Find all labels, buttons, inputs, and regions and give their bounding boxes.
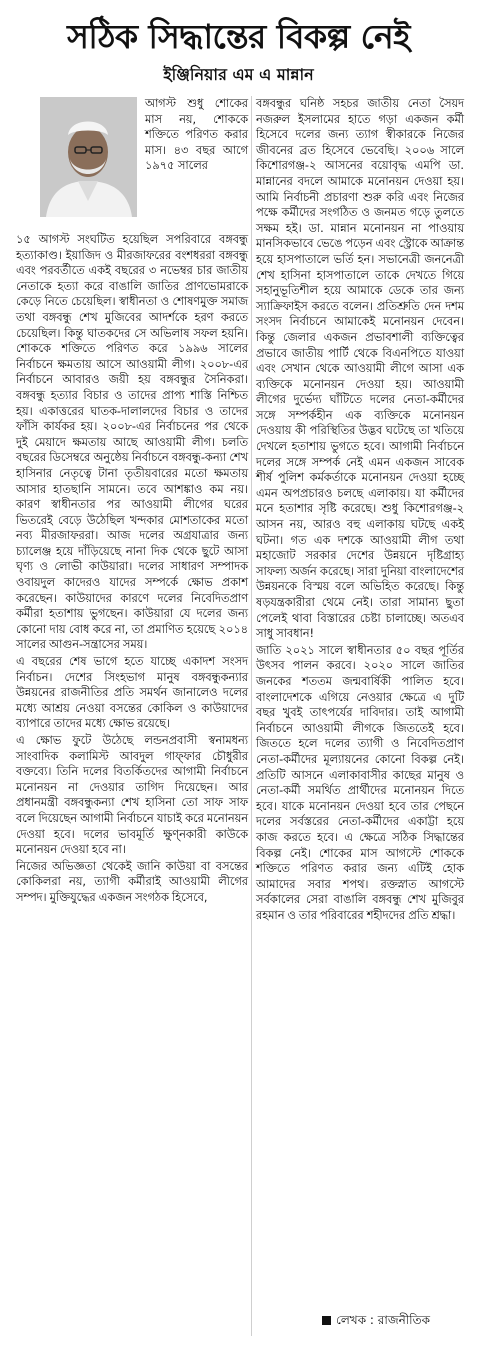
paragraph: নিজের অভিজ্ঞতা থেকেই জানি কাউয়া বা বসন্তের কোকিলরা নয়, ত্যাগী কর্মীরাই আওয়ামী লীগের সম্পদ। মুক্তিযুদ্ধের একজন সংগঠক হিসেবে, — [16, 859, 248, 904]
writer-credit — [322, 1311, 467, 1329]
paragraph: এ বছরের শেষ ভাগে হতে যাচ্ছে একাদশ সংসদ নির্বাচন। দেশের সিংহভাগ মানুষ বঙ্গবন্ধুকন্যার উন্নয়নের রাজনীতির প্রতি সমর্থন জানালেও দলের মধ্যে আশ্রয় নেওয়া বসন্তের কোকিল ও কাউয়াদের ব্যাপারে তাদের মধ্যে ক্ষোভ রয়েছে। — [16, 655, 248, 731]
article-byline: ইঞ্জিনিয়ার এম এ মান্নান — [163, 65, 314, 84]
paragraph: ১৫ আগস্ট সংঘটিত হয়েছিল সপরিবারে বঙ্গবন্ধু হত্যাকাণ্ড। ইয়াজিদ ও মীরজাফরের বংশধররা বঙ্গবন্ধু এবং পরবর্তীতে একই বছরের ৩ নভেম্বর চার জাতীয় নেতাকে হত্যা করে বাঙালি জাতির প্রাণভোমরাকে কেড়ে নিতে চেয়েছিল। স্বাধীনতা ও শোষণমুক্ত সমাজ তথা বঙ্গবন্ধু শেখ মুজিবের আদর্শকে হরণ করতে চেয়েছিল। কিন্তু ঘাতকদের সে অভিলাষ সফল হয়নি। শোককে শক্তিতে পরিণত করে ১৯৯৬ সালের নির্বাচনে ক্ষমতায় আসে আওয়ামী লীগ। ২০০৮-এর নির্বাচনে আবারও জয়ী হয় বঙ্গবন্ধুর সৈনিকরা। বঙ্গবন্ধু হত্যার বিচার ও তাদের প্রাপ্য শাস্তি নিশ্চিত হয়। একাত্তরের ঘাতক-দালালদের বিচার ও তাদের ফাঁসি কার্যকর হয়। ২০০৮-এর নির্বাচনের পর থেকে দুই মেয়াদে ক্ষমতায় আছে আওয়ামী লীগ। চলতি বছরের ডিসেম্বরে অনুষ্ঠেয় নির্বাচনে বঙ্গবন্ধু-কন্যা শেখ হাসিনার নেতৃত্বে টানা তৃতীয়বারের মতো ক্ষমতায় আসার হাতছানি সামনে। তবে আশঙ্কাও কম নয়। কারণ স্বাধীনতার পর আওয়ামী লীগের ঘরের ভিতরেই বেড়ে উঠেছিল খন্দকার মোশতাকের মতো নব্য মীরজাফররা। আজ দলের অগ্রযাত্রার জন্য চ্যালেঞ্জ হয়ে দাঁড়িয়েছে নানা দিক থেকে ছুটে আসা ঘৃণ্য ও লোভী কাউয়ারা। দলের সাধারণ সম্পাদক ওবায়দুল কাদেরও যাদের সম্পর্কে ক্ষোভ প্রকাশ করেছেন। কাউয়াদের কারণে দলের নিবেদিতপ্রাণ কর্মীরা হতাশায় ভুগছেন। কাউয়ারা যে দলের জন্য কোনো দায় বোধ করে না, তা প্রমাণিত হয়েছে ২০১৪ সালের আগুন-সন্ত্রাসের সময়। — [16, 233, 248, 652]
author-photo — [40, 97, 137, 217]
author-portrait-icon — [40, 97, 137, 217]
right-column — [256, 96, 464, 924]
masthead-strip — [0, 0, 477, 8]
square-bullet-icon — [322, 1316, 331, 1325]
column-divider — [251, 96, 252, 1336]
article-intro: আগস্ট শুধু শোকের মাস নয়, শোককে শক্তিতে পরিণত করার মাস। ৪৩ বছর আগে ১৯৭৫ সালের — [145, 97, 248, 173]
paragraph: এ ক্ষোভ ফুটে উঠেছে লন্ডনপ্রবাসী স্বনামধন্য সাংবাদিক কলামিস্ট আবদুল গাফ্‌ফার চৌধুরীর বক্তব্যে। তিনি দলের বিতর্কিতদের আগামী নির্বাচনে মনোনয়ন না দেওয়ার তাগিদ দিয়েছেন। আর প্রধানমন্ত্রী বঙ্গবন্ধুকন্যা শেখ হাসিনা তো সাফ সাফ বলে দিয়েছেন আগামী নির্বাচনে যাচাই করে মনোনয়ন দেওয়া হবে। দলের ভাবমূর্তি ক্ষুণ্নকারী কাউকে মনোনয়ন দেওয়া হবে না। — [16, 734, 248, 857]
writer-label: লেখক : রাজনীতিক — [336, 1313, 431, 1327]
paragraph: বঙ্গবন্ধুর ঘনিষ্ঠ সহচর জাতীয় নেতা সৈয়দ নজরুল ইসলামের হাতে গড়া একজন কর্মী হিসেবে দলের জন্য ত্যাগ স্বীকারকে নিজের জীবনের ব্রত হিসেবে ভেবেছি। ২০০৬ সালে কিশোরগঞ্জ-২ আসনের বয়োবৃদ্ধ এমপি ডা. মান্নানের বদলে আমাকে মনোনয়ন দেওয়া হয়। আমি নির্বাচনী প্রচারণা শুরু করি এবং নিজের পক্ষে কর্মীদের সংগঠিত ও জনমত গড়ে তুলতে সক্ষম হই। ডা. মান্নান মনোনয়ন না পাওয়ায় মানসিকভাবে ভেঙে পড়েন এবং স্ট্রোকে আক্রান্ত হয়ে হাসপাতালে ভর্তি হন। সভানেত্রী জননেত্রী শেখ হাসিনা হাসপাতালে তাকে দেখতে গিয়ে সহানুভূতিশীল হয়ে আমাকে ডেকে তার জন্য স্যাক্রিফাইস করতে বলেন। প্রতিশ্রুতি দেন দশম সংসদ নির্বাচনে আমাকেই মনোনয়ন দেবেন। কিন্তু জেলার একজন প্রভাবশালী ব্যক্তিত্বের প্রভাবে জাতীয় পার্টি থেকে বিএনপিতে যাওয়া এবং সেখান থেকে আওয়ামী লীগে আসা এক ব্যক্তিকে মনোনয়ন দেওয়া হয়। আওয়ামী লীগের দুর্ভেদ্য ঘাঁটিতে দলের নেতা-কর্মীদের সঙ্গে সম্পর্কহীন এক ব্যক্তিকে মনোনয়ন দেওয়ায় কী পরিস্থিতির উদ্ভব ঘটেছে তা খতিয়ে দেখলে হতাশায় ভুগতে হবে। আগামী নির্বাচনে দলের সঙ্গে সম্পর্ক নেই এমন একজন সাবেক শীর্ষ পুলিশ কর্মকর্তাকে মনোনয়ন দেওয়া হচ্ছে এমন অপপ্রচারও চলছে এলাকায়। যা কর্মীদের মনে হতাশার সৃষ্টি করেছে। শুধু কিশোরগঞ্জ-২ আসন নয়, আরও বহু এলাকায় ঘটছে একই ঘটনা। গত এক দশকে আওয়ামী লীগ তথা মহাজোট সরকার দেশের উন্নয়নে দৃষ্টিগ্রাহ্য সাফল্য অর্জন করেছে। সারা দুনিয়া বাংলাদেশের উন্নয়নকে বিস্ময় বলে অভিহিত করেছে। কিন্তু ষড়যন্ত্রকারীরা থেমে নেই। তারা সামান্য ছুতা পেলেই থাবা বিস্তারের চেষ্টা চালাচ্ছে। অতএব সাধু সাবধান! — [256, 97, 465, 641]
left-column — [16, 232, 248, 907]
paragraph: জাতি ২০২১ সালে স্বাধীনতার ৫০ বছর পূর্তির উৎসব পালন করবে। ২০২০ সালে জাতির জনকের শততম জন্মবার্ষিকী পালিত হবে। বাংলাদেশকে এগিয়ে নেওয়ার ক্ষেত্রে এ দুটি বছর খুবই তাৎপর্যের দাবিদার। তাই আগামী নির্বাচনে আওয়ামী লীগকে জিততেই হবে। জিততে হলে দলের ত্যাগী ও নিবেদিতপ্রাণ নেতা-কর্মীদের মূল্যায়নের কোনো বিকল্প নেই। প্রতিটি আসনে এলাকাবাসীর কাছের মানুষ ও নেতা-কর্মী সমর্থিত প্রার্থীদের মনোনয়ন দিতে হবে। যাকে মনোনয়ন দেওয়া হবে তার পেছনে দলের সর্বস্তরের নেতা-কর্মীদের একাট্টা হয়ে কাজ করতে হবে। এ ক্ষেত্রে সঠিক সিদ্ধান্তের বিকল্প নেই। শোকের মাস আগস্টে শোককে শক্তিতে পরিণত করার জন্য এটিই হোক আমাদের সবার শপথ। রক্তস্নাত আগস্টে সর্বকালের সেরা বাঙালি বঙ্গবন্ধু শেখ মুজিবুর রহমান ও তার পরিবারের শহীদদের প্রতি শ্রদ্ধা। — [256, 643, 464, 922]
article-headline: সঠিক সিদ্ধান্তের বিকল্প নেই — [67, 17, 410, 56]
